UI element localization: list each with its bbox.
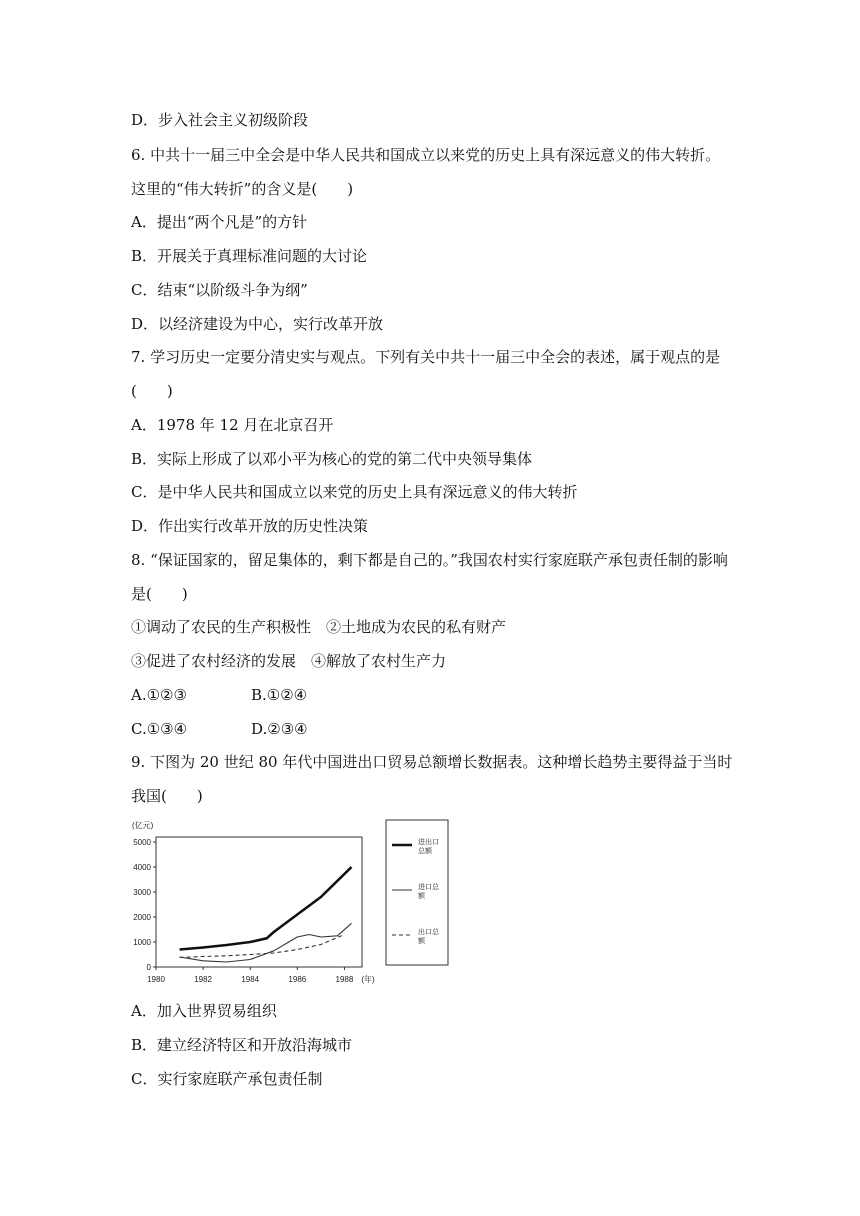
q7-option-a: A．1978 年 12 月在北京召开 — [131, 416, 334, 434]
q7-stem-line1: 7. 学习历史一定要分清史实与观点。下列有关中共十一届三中全会的表述，属于观点的是 — [131, 348, 721, 366]
x-axis-label: (年) — [361, 975, 375, 984]
q9-stem-line2: 我国( ) — [131, 787, 203, 805]
q6-option-b: B．开展关于真理标准问题的大讨论 — [131, 247, 368, 265]
q7-option-b: B．实际上形成了以邓小平为核心的党的第二代中央领导集体 — [131, 450, 533, 468]
q8-option-a: A.①②③ — [131, 686, 187, 704]
chart-axes — [132, 820, 375, 984]
x-tick-label: 1982 — [194, 975, 213, 984]
q9-stem-line1: 9. 下图为 20 世纪 80 年代中国进出口贸易总额增长数据表。这种增长趋势主要得益于当时 — [131, 753, 733, 771]
legend-label: 额 — [418, 938, 425, 945]
series-line-2 — [180, 935, 345, 958]
chart-lines — [180, 867, 352, 962]
y-tick-label: 0 — [146, 963, 151, 972]
q7-stem-line2: ( ) — [131, 382, 173, 400]
q8-option-d: D.②③④ — [251, 720, 308, 738]
chart-legend — [386, 820, 448, 965]
x-tick-label: 1980 — [147, 975, 165, 984]
y-tick-label: 5000 — [133, 838, 151, 847]
x-tick-label: 1988 — [335, 975, 354, 984]
q9-option-c: C．实行家庭联产承包责任制 — [131, 1070, 323, 1088]
q5-option-d: D．步入社会主义初级阶段 — [131, 111, 309, 129]
q9-option-a: A．加入世界贸易组织 — [131, 1002, 277, 1020]
y-axis-label: (亿元) — [132, 821, 154, 830]
x-tick-label: 1986 — [288, 975, 307, 984]
trade-growth-chart — [128, 812, 458, 992]
y-tick-label: 3000 — [133, 888, 151, 897]
q9-option-b: B．建立经济特区和开放沿海城市 — [131, 1036, 353, 1054]
y-tick-label: 2000 — [133, 913, 151, 922]
q8-items-line2: ③促进了农村经济的发展 ④解放了农村生产力 — [131, 652, 447, 670]
q6-stem-line1: 6. 中共十一届三中全会是中华人民共和国成立以来党的历史上具有深远意义的伟大转折。 — [131, 146, 721, 164]
legend-label: 额 — [418, 893, 425, 900]
q6-option-a: A．提出“两个凡是”的方针 — [131, 213, 308, 231]
plot-frame — [156, 837, 362, 967]
q7-option-c: C．是中华人民共和国成立以来党的历史上具有深远意义的伟大转折 — [131, 483, 578, 501]
legend-label: 进出口 — [418, 839, 439, 846]
legend-label: 出口总 — [418, 929, 439, 936]
legend-label: 进口总 — [418, 884, 439, 891]
q8-option-b: B.①②④ — [251, 686, 308, 704]
x-tick-label: 1984 — [241, 975, 260, 984]
q8-option-c: C.①③④ — [131, 720, 188, 738]
q6-stem-line2: 这里的“伟大转折”的含义是( ) — [131, 180, 354, 198]
q8-stem-line1: 8. “保证国家的，留足集体的，剩下都是自己的。”我国农村实行家庭联产承包责任制的影响 — [131, 551, 728, 569]
q7-option-d: D．作出实行改革开放的历史性决策 — [131, 517, 369, 535]
y-tick-label: 1000 — [133, 938, 151, 947]
q6-option-c: C．结束“以阶级斗争为纲” — [131, 281, 308, 299]
q8-stem-line2: 是( ) — [131, 585, 188, 603]
y-tick-label: 4000 — [133, 863, 151, 872]
legend-label: 总额 — [418, 848, 432, 855]
q8-items-line1: ①调动了农民的生产积极性 ②土地成为农民的私有财产 — [131, 618, 507, 636]
q6-option-d: D．以经济建设为中心，实行改革开放 — [131, 315, 384, 333]
